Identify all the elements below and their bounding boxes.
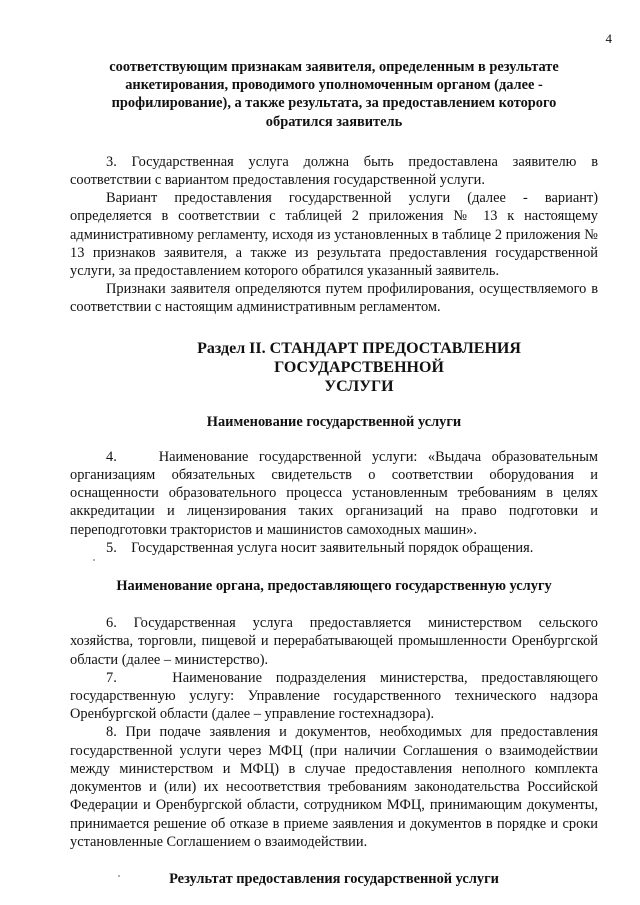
paragraph-3: 3. Государственная услуга должна быть предоставлена заявителю в соответствии с вариантом предоставления государственной услуги. — [70, 153, 598, 189]
section-title — [70, 339, 598, 396]
paragraph-4: 4. Наименование государственной услуги: «Выдача образовательным организациям обязательных свидетельств о соответствии оборудования и оснащенности образовательного процесса установленным требованиям в целях аккредитации и лицензирования таких организаций на право подготовки и переподготовки трактористов и машинистов самоходных машин». — [70, 448, 598, 538]
paragraph-7: 7. Наименование подразделения министерства, предоставляющего государственную услугу: Управление государственного технического надзора Оренбургской области (далее – управление гостехнадзора). — [70, 669, 598, 723]
subheading-result: Результат предоставления государственной услуги — [169, 870, 499, 887]
paragraph-5: 5. Государственная услуга носит заявительный порядок обращения. — [106, 539, 534, 556]
intro-heading-line: обратился заявитель — [265, 113, 403, 130]
intro-heading-line: соответствующим признакам заявителя, определенным в результате — [109, 59, 559, 75]
scan-speck — [93, 559, 95, 561]
intro-heading — [70, 58, 598, 131]
scan-speck — [118, 875, 120, 877]
page-number: 4 — [605, 31, 612, 46]
subheading-authority: Наименование органа, предоставляющего государственную услугу — [116, 578, 552, 595]
section-title-line: Раздел II. СТАНДАРТ ПРЕДОСТАВЛЕНИЯ ГОСУДАРСТВЕННОЙ — [197, 339, 521, 376]
paragraph-variant: Вариант предоставления государственной услуги (далее - вариант) определяется в соответствии с таблицей 2 приложения № 13 к настоящему административному регламенту, исходя из установленных в таблице 2 приложения № 13 признаков заявителя, а также из результата предоставления государственной услуги, за предоставлением которого обратился указанный заявитель. — [70, 190, 598, 280]
section-title-line: УСЛУГИ — [324, 377, 394, 395]
paragraph-6: 6. Государственная услуга предоставляется министерством сельского хозяйства, торговли, пищевой и перерабатывающей промышленности Оренбургской области (далее – министерство). — [70, 615, 598, 668]
paragraph-8: 8. При подаче заявления и документов, необходимых для предоставления государственной услуги через МФЦ (при наличии Соглашения о взаимодействии между министерством и МФЦ) в случае предоставления неполного комплекта документов и (или) их несоответствия требованиям законодательства Российской Федерации и Оренбургской области, сотрудником МФЦ, принимающим документы, принимается решение об отказе в приеме заявления и документов в порядке и сроки установленные Соглашением о взаимодействии. — [70, 724, 598, 850]
subheading-service-name: Наименование государственной услуги — [206, 413, 462, 430]
paragraph-signs: Признаки заявителя определяются путем профилирования, осуществляемого в соответствии с настоящим административным регламентом. — [70, 281, 598, 316]
intro-heading-line: анкетирования, проводимого уполномоченным органом (далее - — [125, 77, 543, 94]
intro-heading-line: профилирование), а также результата, за предоставлением которого — [111, 95, 557, 112]
page-content — [70, 58, 598, 905]
